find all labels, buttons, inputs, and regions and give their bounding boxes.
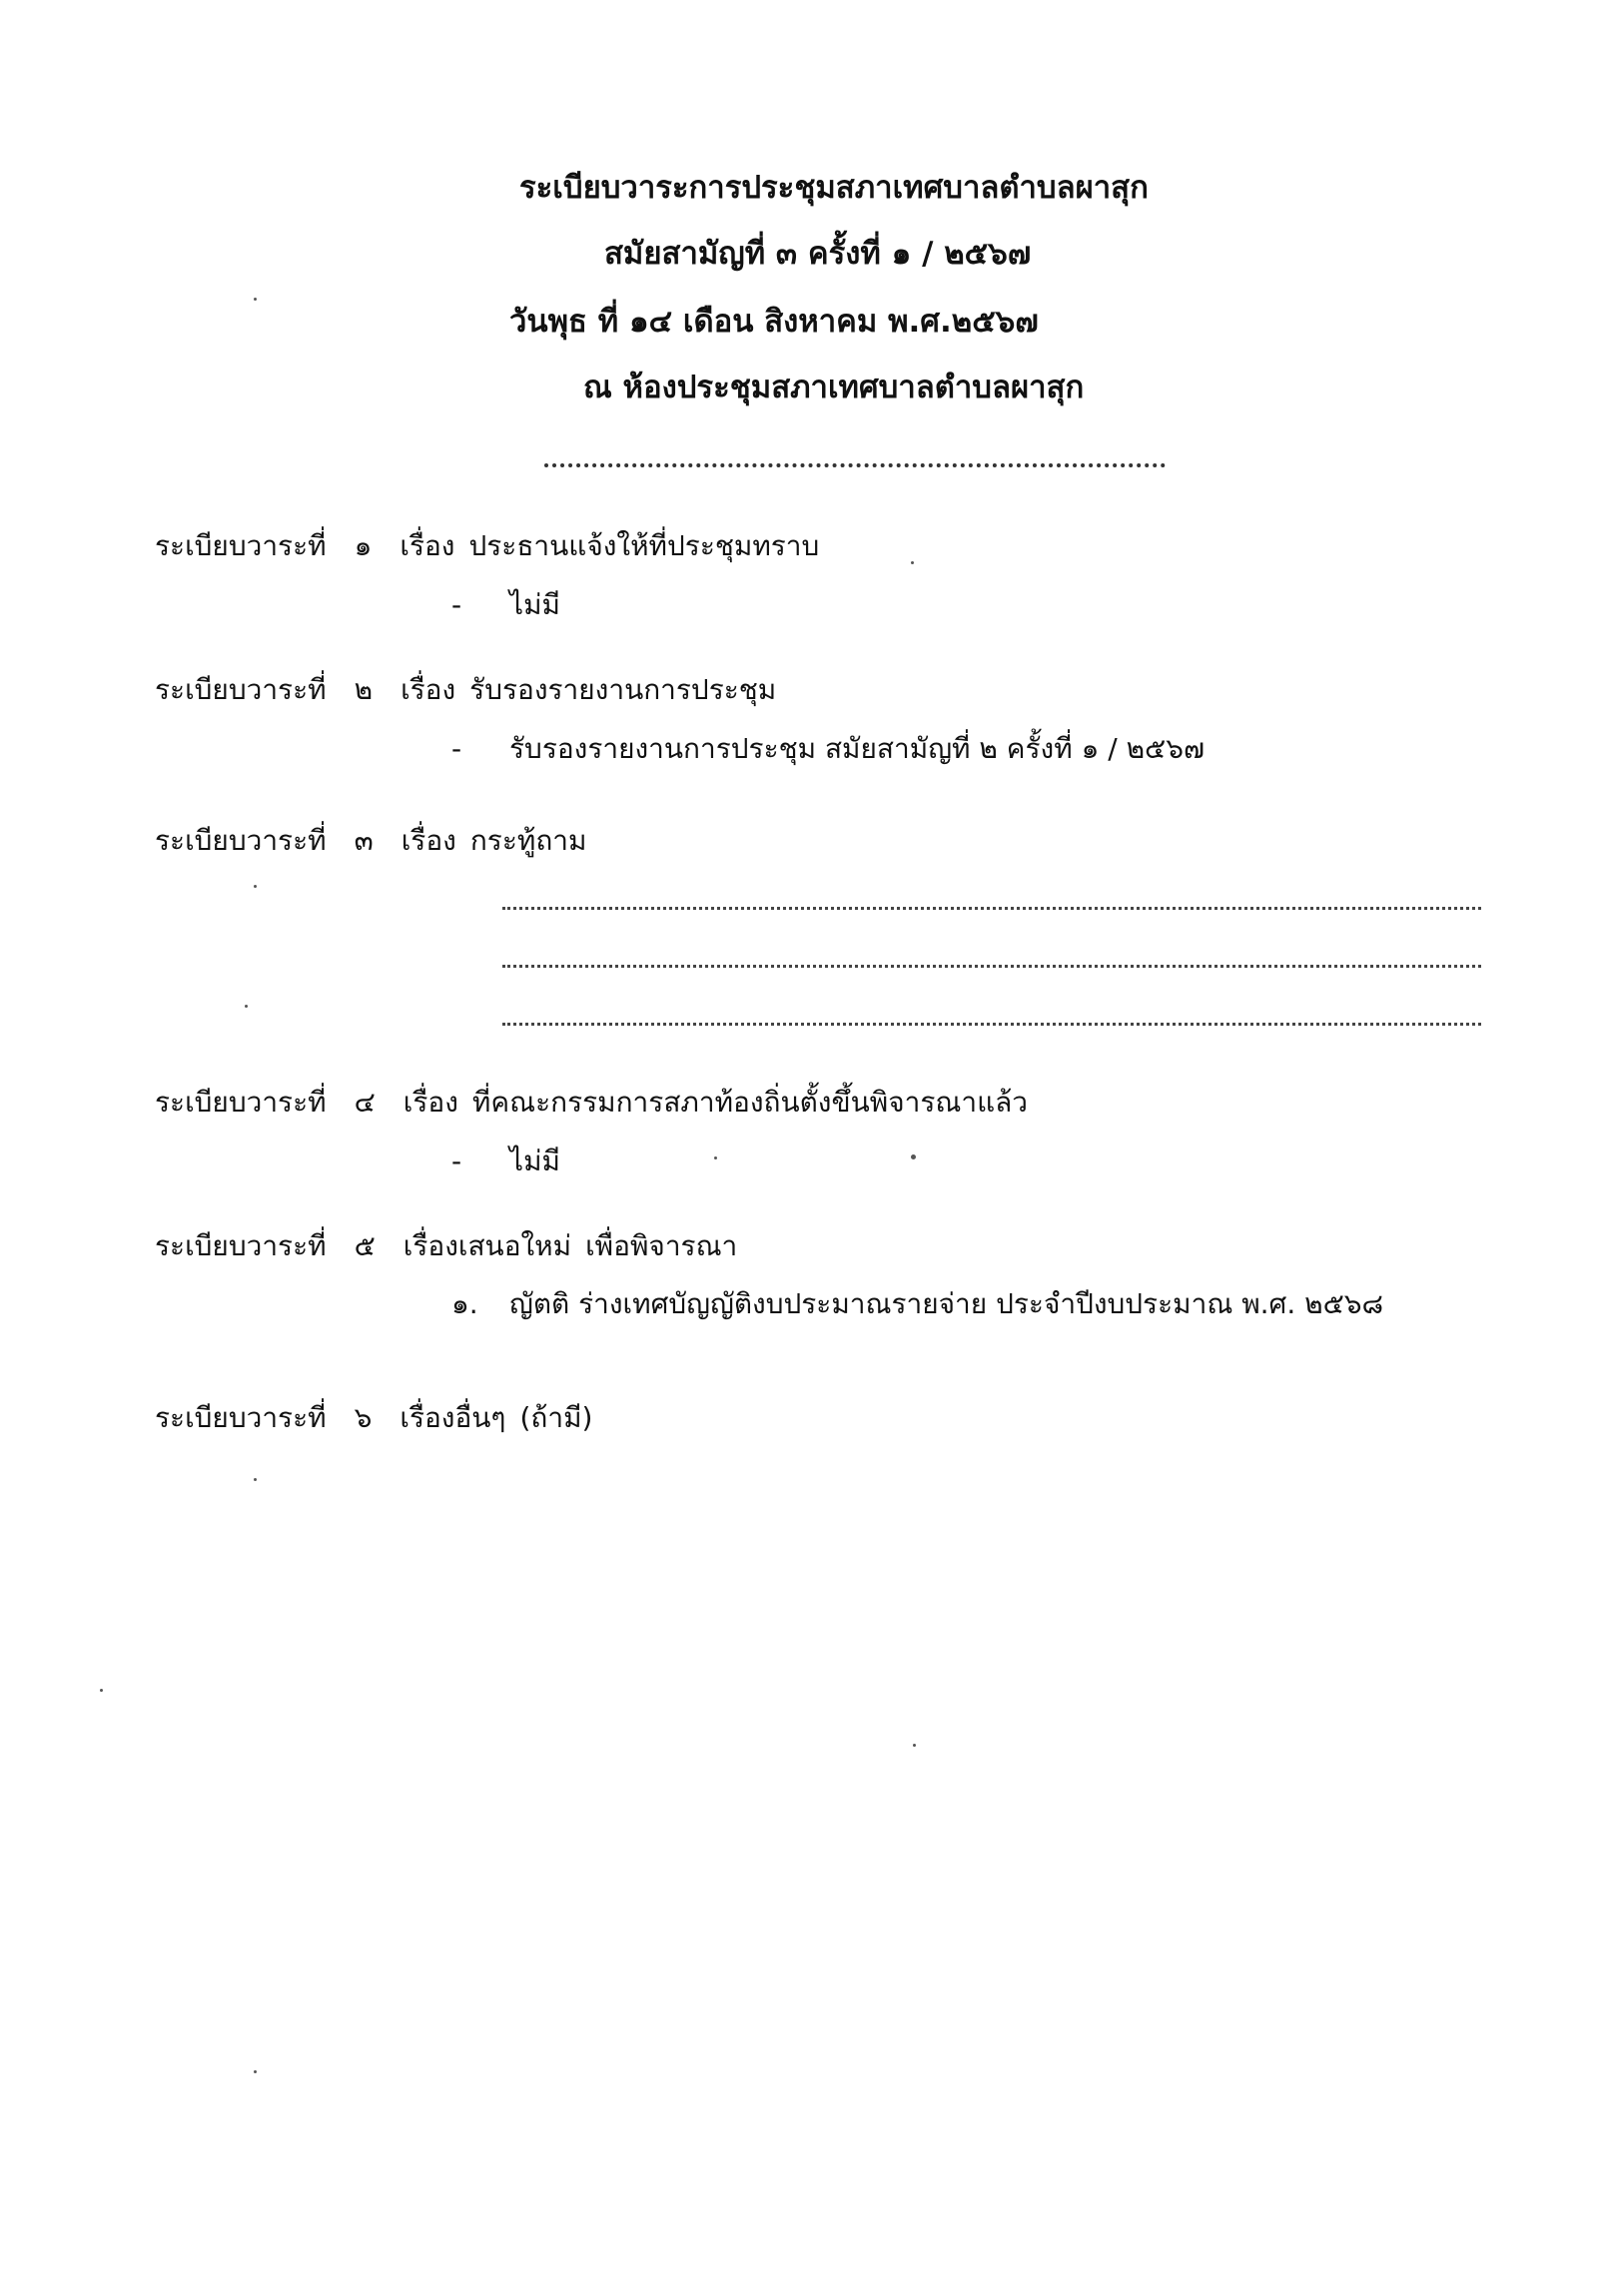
- agenda-word: เรื่อง: [401, 824, 456, 857]
- agenda-label: ระเบียบวาระที่: [155, 1401, 327, 1434]
- detail-marker: -: [451, 732, 462, 765]
- agenda-item-2-detail: [451, 730, 1205, 768]
- header-divider: [544, 463, 1166, 467]
- header-session: สมัยสามัญที่ ๓ ครั้งที่ ๑ / ๒๕๖๗: [604, 236, 1032, 272]
- agenda-item-6: [155, 1399, 592, 1437]
- agenda-word: เรื่อง: [403, 1086, 458, 1119]
- agenda-subject: (ถ้ามี): [519, 1401, 593, 1434]
- agenda-word: เรื่อง: [400, 529, 455, 562]
- header-date: วันพุธ ที่ ๑๔ เดือน สิงหาคม พ.ศ.๒๕๖๗: [509, 304, 1039, 340]
- agenda-label: ระเบียบวาระที่: [155, 529, 327, 562]
- scan-speck: [714, 1156, 717, 1159]
- agenda-item-1: [155, 527, 819, 565]
- scan-speck: [254, 298, 257, 301]
- fill-in-line: [502, 907, 1481, 910]
- agenda-label: ระเบียบวาระที่: [155, 824, 327, 857]
- scan-speck: [911, 1154, 916, 1159]
- scan-speck: [245, 1005, 248, 1008]
- header-location: ณ ห้องประชุมสภาเทศบาลตำบลผาสุก: [583, 370, 1085, 405]
- agenda-item-1-detail: [451, 586, 560, 624]
- agenda-subject: เพื่อพิจารณา: [585, 1229, 738, 1262]
- agenda-number: ๖: [354, 1401, 373, 1434]
- detail-text: ไม่มี: [509, 1145, 560, 1177]
- detail-text: ไม่มี: [509, 588, 560, 621]
- agenda-item-5: [155, 1227, 737, 1265]
- scan-speck: [913, 1744, 916, 1747]
- scan-speck: [254, 2070, 257, 2073]
- agenda-word: เรื่องเสนอใหม่: [403, 1229, 572, 1262]
- agenda-item-5-detail: [451, 1285, 1383, 1323]
- agenda-number: ๒: [354, 673, 374, 706]
- agenda-subject: กระทู้ถาม: [469, 824, 587, 857]
- scan-speck: [254, 1478, 257, 1481]
- agenda-subject: ที่คณะกรรมการสภาท้องถิ่นตั้งขึ้นพิจารณาแล้ว: [471, 1086, 1029, 1119]
- detail-marker: ๑.: [451, 1287, 478, 1320]
- agenda-number: ๕: [354, 1229, 376, 1262]
- agenda-number: ๓: [354, 824, 374, 857]
- detail-text: ญัตติ ร่างเทศบัญญัติงบประมาณรายจ่าย ประจำปีงบประมาณ พ.ศ. ๒๕๖๘: [509, 1287, 1384, 1320]
- agenda-subject: รับรองรายงานการประชุม: [469, 673, 777, 706]
- agenda-item-2: [155, 671, 776, 709]
- scan-speck: [254, 885, 257, 888]
- agenda-word: เรื่อง: [401, 673, 456, 706]
- agenda-label: ระเบียบวาระที่: [155, 1229, 327, 1262]
- detail-marker: -: [451, 1145, 462, 1177]
- agenda-item-4-detail: [451, 1143, 560, 1180]
- agenda-label: ระเบียบวาระที่: [155, 1086, 327, 1119]
- agenda-word: เรื่องอื่นๆ: [400, 1401, 506, 1434]
- agenda-item-4: [155, 1084, 1028, 1122]
- agenda-number: ๑: [354, 529, 373, 562]
- detail-marker: -: [451, 588, 462, 621]
- fill-in-line: [502, 1023, 1481, 1026]
- detail-text: รับรองรายงานการประชุม สมัยสามัญที่ ๒ ครั้งที่ ๑ / ๒๕๖๗: [509, 732, 1206, 765]
- agenda-number: ๔: [354, 1086, 376, 1119]
- fill-in-line: [502, 965, 1481, 968]
- scan-speck: [911, 561, 914, 564]
- scan-speck: [100, 1689, 103, 1692]
- agenda-subject: ประธานแจ้งให้ที่ประชุมทราบ: [468, 529, 820, 562]
- agenda-item-3: [155, 822, 586, 860]
- header-title: ระเบียบวาระการประชุมสภาเทศบาลตำบลผาสุก: [519, 170, 1149, 206]
- agenda-label: ระเบียบวาระที่: [155, 673, 327, 706]
